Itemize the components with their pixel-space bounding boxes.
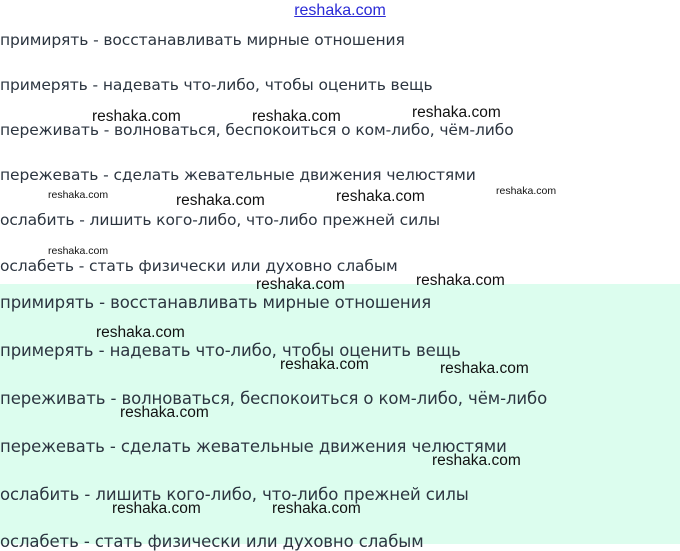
watermark: reshaka.com: [48, 245, 109, 257]
watermark: reshaka.com: [416, 272, 505, 289]
list-item: ослабить - лишить кого-либо, что-либо прежней силы: [0, 211, 441, 229]
list-item: ослабить - лишить кого-либо, что-либо прежней силы: [0, 485, 469, 504]
watermark: reshaka.com: [252, 108, 341, 125]
list-item: ослабеть - стать физически или духовно слабым: [0, 257, 398, 275]
site-title-link[interactable]: reshaka.com: [294, 2, 386, 19]
list-item: переживать - волноваться, беспокоиться о ком-либо, чём-либо: [0, 389, 548, 408]
watermark: reshaka.com: [176, 192, 265, 209]
list-item: пережевать - сделать жевательные движения челюстями: [0, 166, 476, 184]
watermark: reshaka.com: [496, 185, 557, 197]
list-item: примерять - надевать что-либо, чтобы оценить вещь: [0, 76, 433, 94]
list-item: пережевать - сделать жевательные движения челюстями: [0, 437, 507, 456]
list-item: ослабеть - стать физически или духовно слабым: [0, 532, 424, 551]
watermark: reshaka.com: [96, 324, 185, 341]
watermark: reshaka.com: [432, 452, 521, 469]
watermark: reshaka.com: [412, 104, 501, 121]
watermark: reshaka.com: [336, 188, 425, 205]
list-item: переживать - волноваться, беспокоиться о ком-либо, чём-либо: [0, 121, 514, 139]
watermark: reshaka.com: [272, 500, 361, 517]
watermark: reshaka.com: [112, 500, 201, 517]
watermark: reshaka.com: [120, 404, 209, 421]
watermark: reshaka.com: [280, 356, 369, 373]
list-item: примирять - восстанавливать мирные отношения: [0, 31, 405, 49]
watermark: reshaka.com: [48, 189, 109, 201]
list-item: примерять - надевать что-либо, чтобы оценить вещь: [0, 341, 461, 360]
watermark: reshaka.com: [440, 360, 529, 377]
watermark: reshaka.com: [92, 108, 181, 125]
watermark: reshaka.com: [256, 276, 345, 293]
list-item: примирять - восстанавливать мирные отношения: [0, 293, 432, 312]
